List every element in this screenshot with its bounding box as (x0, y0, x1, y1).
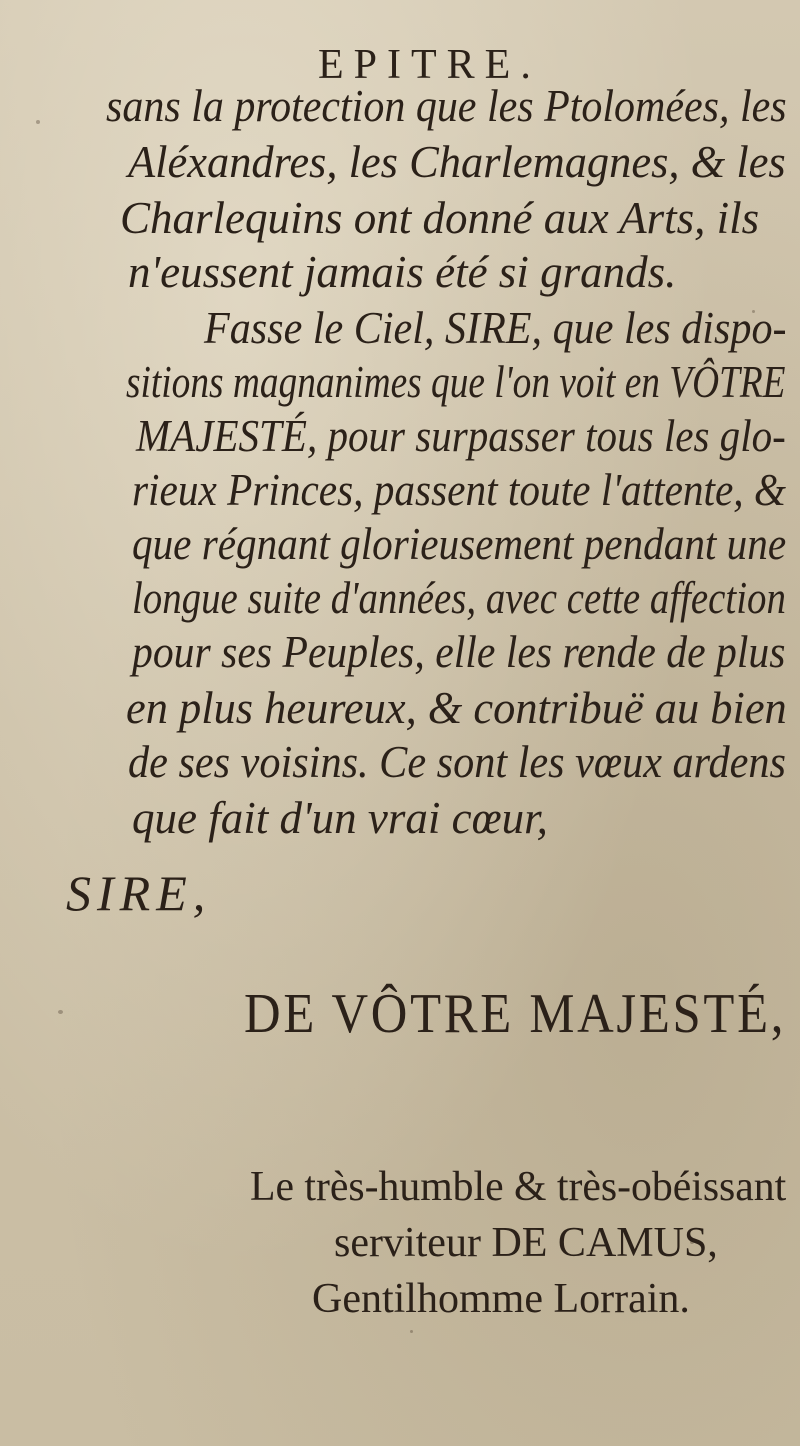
text-line: en plus heureux, & contribuë au bien (126, 683, 787, 733)
text-line: que fait d'un vrai cœur, (132, 793, 548, 843)
signature-line: Gentilhomme Lorrain. (312, 1276, 690, 1322)
salutation-majeste: DE VÔTRE MAJESTÉ, (244, 983, 787, 1045)
paper-speck (410, 1330, 413, 1333)
text-line: pour ses Peuples, elle les rende de plus (132, 627, 786, 677)
text-line: sitions magnanimes que l'on voit en VÔTRE (126, 357, 786, 407)
text-line: Fasse le Ciel, SIRE, que les dispo- (204, 303, 787, 353)
text-line: Charlequins ont donné aux Arts, ils (120, 193, 760, 243)
signature-line: serviteur DE CAMUS, (334, 1220, 718, 1266)
paper-speck (36, 120, 40, 124)
salutation-sire: SIRE, (66, 865, 212, 921)
text-line: n'eussent jamais été si grands. (128, 247, 677, 297)
text-line: Aléxandres, les Charlemagnes, & les (128, 137, 786, 187)
signature-line: Le très-humble & très-obéissant (250, 1164, 787, 1210)
text-line: sans la protection que les Ptolomées, les (106, 81, 787, 131)
text-line: MAJESTÉ, pour surpasser tous les glo- (136, 411, 786, 461)
text-line: que régnant glorieusement pendant une (132, 519, 787, 569)
text-line: longue suite d'années, avec cette affection (132, 573, 786, 623)
page-heading: EPITRE. (318, 42, 541, 88)
text-line: de ses voisins. Ce sont les vœux ardens (128, 737, 787, 787)
paper-speck (58, 1010, 63, 1014)
text-line: rieux Princes, passent toute l'attente, & (132, 465, 787, 515)
